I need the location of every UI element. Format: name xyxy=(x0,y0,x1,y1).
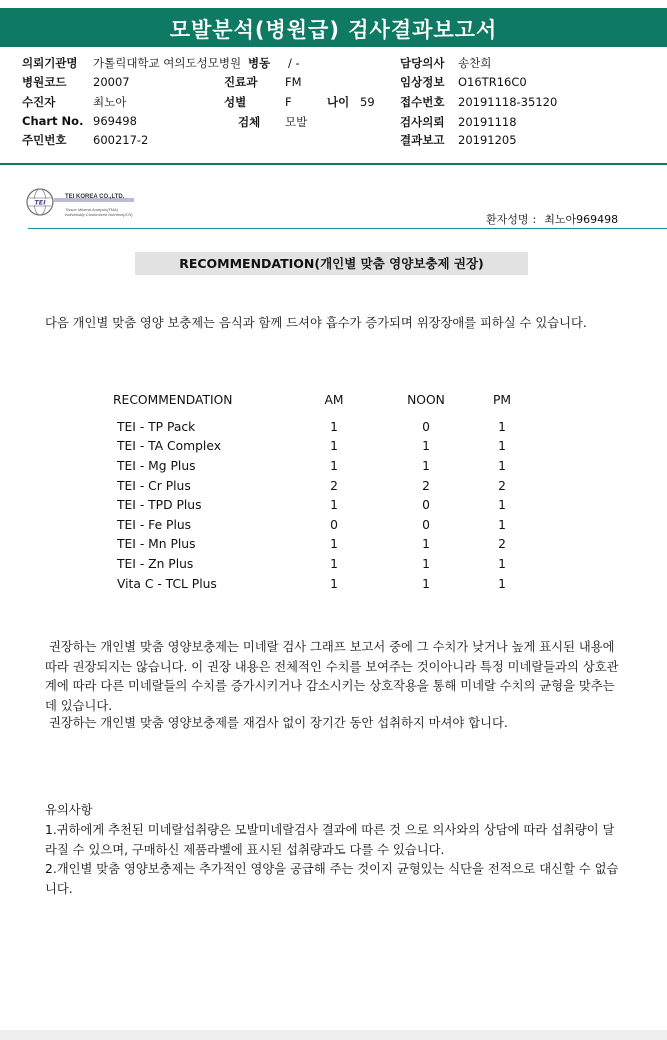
am-dose: 1 xyxy=(330,439,338,454)
noon-dose: 1 xyxy=(422,556,430,571)
noon-dose: 2 xyxy=(422,478,430,493)
logo-line1: Tissue Mineral Analysis(TMA) xyxy=(65,207,118,212)
receipt-field xyxy=(400,94,557,110)
clinical-field xyxy=(400,74,527,90)
table-row xyxy=(113,437,532,457)
am-dose: 1 xyxy=(330,537,338,552)
request-label: 검사의뢰 xyxy=(400,115,445,129)
chart-label: Chart No. xyxy=(22,114,84,128)
id-field xyxy=(22,132,148,148)
noon-dose: 1 xyxy=(422,576,430,591)
recommendation-title: RECOMMENDATION(개인별 맞춤 영양보충제 권장) xyxy=(135,252,528,275)
table-header-row xyxy=(113,393,532,417)
am-dose: 1 xyxy=(330,458,338,473)
table-row xyxy=(113,495,532,515)
sex-field xyxy=(224,94,292,110)
pm-dose: 1 xyxy=(498,439,506,454)
intro-text: 다음 개인별 맞춤 영양 보충제는 음식과 함께 드셔야 흡수가 증가되며 위장장애를 피하실 수 있습니다. xyxy=(45,316,587,330)
notice-paragraph-2: 권장하는 개인별 맞춤 영양보충제를 재검사 없이 장기간 동안 섭취하지 마셔야 합니다. xyxy=(49,716,508,730)
age-value: 59 xyxy=(360,95,375,109)
noon-dose: 0 xyxy=(422,498,430,513)
dept-field xyxy=(224,74,302,90)
svg-text:TEI: TEI xyxy=(34,198,46,207)
pm-dose: 1 xyxy=(498,498,506,513)
recipient-value: 최노아 xyxy=(93,95,127,109)
receipt-value: 20191118-35120 xyxy=(458,95,558,109)
pm-dose: 2 xyxy=(498,537,506,552)
tei-korea-logo xyxy=(22,186,172,220)
code-label: 병원코드 xyxy=(22,75,67,89)
header-pm: PM xyxy=(492,393,512,407)
doctor-value: 송찬희 xyxy=(458,56,492,70)
pm-dose: 2 xyxy=(498,478,506,493)
table-row xyxy=(113,535,532,555)
patient-divider xyxy=(28,228,667,229)
supplement-name: TEI - TPD Plus xyxy=(117,498,202,513)
table-row xyxy=(113,417,532,437)
noon-dose: 1 xyxy=(422,439,430,454)
supplement-name: TEI - TP Pack xyxy=(117,419,196,434)
doctor-field xyxy=(400,55,491,71)
age-field xyxy=(327,94,375,110)
table-row xyxy=(113,476,532,496)
title-band xyxy=(0,8,667,47)
report-title: 모발분석(병원급) 검사결과보고서 xyxy=(169,18,498,42)
supplement-name: TEI - Cr Plus xyxy=(117,478,191,493)
table-row xyxy=(113,515,532,535)
pm-dose: 1 xyxy=(498,517,506,532)
am-dose: 1 xyxy=(330,556,338,571)
patient-name-label: 환자성명 xyxy=(486,213,529,226)
am-dose: 1 xyxy=(330,576,338,591)
request-field xyxy=(400,114,517,130)
doctor-label: 담당의사 xyxy=(400,56,445,70)
receipt-label: 접수번호 xyxy=(400,95,445,109)
result-label: 결과보고 xyxy=(400,133,445,147)
header-am: AM xyxy=(324,393,344,407)
sex-label: 성별 xyxy=(224,95,247,109)
ward-field xyxy=(248,55,300,71)
ward-value: / - xyxy=(288,56,300,70)
logo-line2: Individually Customized Nutrition(ICN) xyxy=(65,212,133,217)
am-dose: 1 xyxy=(330,419,338,434)
pm-dose: 1 xyxy=(498,458,506,473)
logo-brand: TEI KOREA CO.,LTD. xyxy=(65,194,125,200)
dept-label: 진료과 xyxy=(224,75,258,89)
chart-value: 969498 xyxy=(93,114,137,128)
hospital-value: 가톨릭대학교 여의도성모병원 xyxy=(93,56,242,70)
am-dose: 1 xyxy=(330,498,338,513)
supplement-name: Vita C - TCL Plus xyxy=(117,576,217,591)
dept-value: FM xyxy=(285,75,302,89)
supplement-name: TEI - Mn Plus xyxy=(117,537,196,552)
sex-value: F xyxy=(285,95,292,109)
table-row xyxy=(113,554,532,574)
caution-item-1: 1.귀하에게 추천된 미네랄섭취량은 모발미네랄검사 결과에 따른 것 으로 의사와의 상담에 따라 섭취량이 달라질 수 있으며, 구매하신 제품라벨에 표시된 섭취량과도 다를 수 있습니다. xyxy=(45,823,615,857)
specimen-field xyxy=(238,114,307,130)
code-value: 20007 xyxy=(93,75,130,89)
patient-name-sep: : xyxy=(532,213,537,226)
caution-title: 유의사항 xyxy=(45,803,93,817)
patient-name xyxy=(486,211,618,227)
am-dose: 2 xyxy=(330,478,338,493)
noon-dose: 0 xyxy=(422,419,430,434)
recommendation-table xyxy=(113,393,532,593)
recipient-field xyxy=(22,94,126,110)
specimen-label: 검체 xyxy=(238,115,261,129)
result-value: 20191205 xyxy=(458,133,517,147)
code-field xyxy=(22,74,130,90)
supplement-name: TEI - Mg Plus xyxy=(117,458,196,473)
supplement-name: TEI - Zn Plus xyxy=(117,556,194,571)
recipient-label: 수진자 xyxy=(22,95,56,109)
supplement-name: TEI - Fe Plus xyxy=(117,517,192,532)
request-value: 20191118 xyxy=(458,115,517,129)
header-noon: NOON xyxy=(407,393,445,407)
age-label: 나이 xyxy=(327,95,350,109)
noon-dose: 1 xyxy=(422,537,430,552)
specimen-value: 모발 xyxy=(285,115,308,129)
table-row xyxy=(113,456,532,476)
table-row xyxy=(113,574,532,594)
noon-dose: 0 xyxy=(422,517,430,532)
noon-dose: 1 xyxy=(422,458,430,473)
caution-item-2: 2.개인별 맞춤 영양보충제는 추가적인 영양을 공급해 주는 것이지 균형있는 식단을 전적으로 대신할 수 없습니다. xyxy=(45,862,619,896)
clinical-value: O16TR16C0 xyxy=(458,75,527,89)
hospital-label: 의뢰기관명 xyxy=(22,56,78,70)
pm-dose: 1 xyxy=(498,576,506,591)
hospital-field xyxy=(22,55,241,71)
header-recommendation: RECOMMENDATION xyxy=(113,393,233,407)
pm-dose: 1 xyxy=(498,556,506,571)
pm-dose: 1 xyxy=(498,419,506,434)
clinical-label: 임상정보 xyxy=(400,75,445,89)
id-value: 600217-2 xyxy=(93,133,149,147)
supplement-name: TEI - TA Complex xyxy=(117,439,221,454)
chart-field xyxy=(22,114,137,128)
notice-paragraph-1: 권장하는 개인별 맞춤 영양보충제는 미네랄 검사 그래프 보고서 중에 그 수치가 낮거나 높게 표시된 내용에 따라 권장되지는 않습니다. 이 권장 내용은 전체적인 수치를 보여주는 것이아니라 특정 미네랄들과의 상호관계에 따라 다른 미네랄들의 수치를 증가시키거나 감소시키는 상호작용을 통해 미네랄 수치의 균형을 맞추는데 있습니다. xyxy=(45,640,619,714)
am-dose: 0 xyxy=(330,517,338,532)
header-divider xyxy=(0,163,667,165)
patient-name-value: 최노아969498 xyxy=(544,213,619,226)
id-label: 주민번호 xyxy=(22,133,67,147)
ward-label: 병동 xyxy=(248,56,271,70)
result-field xyxy=(400,132,517,148)
